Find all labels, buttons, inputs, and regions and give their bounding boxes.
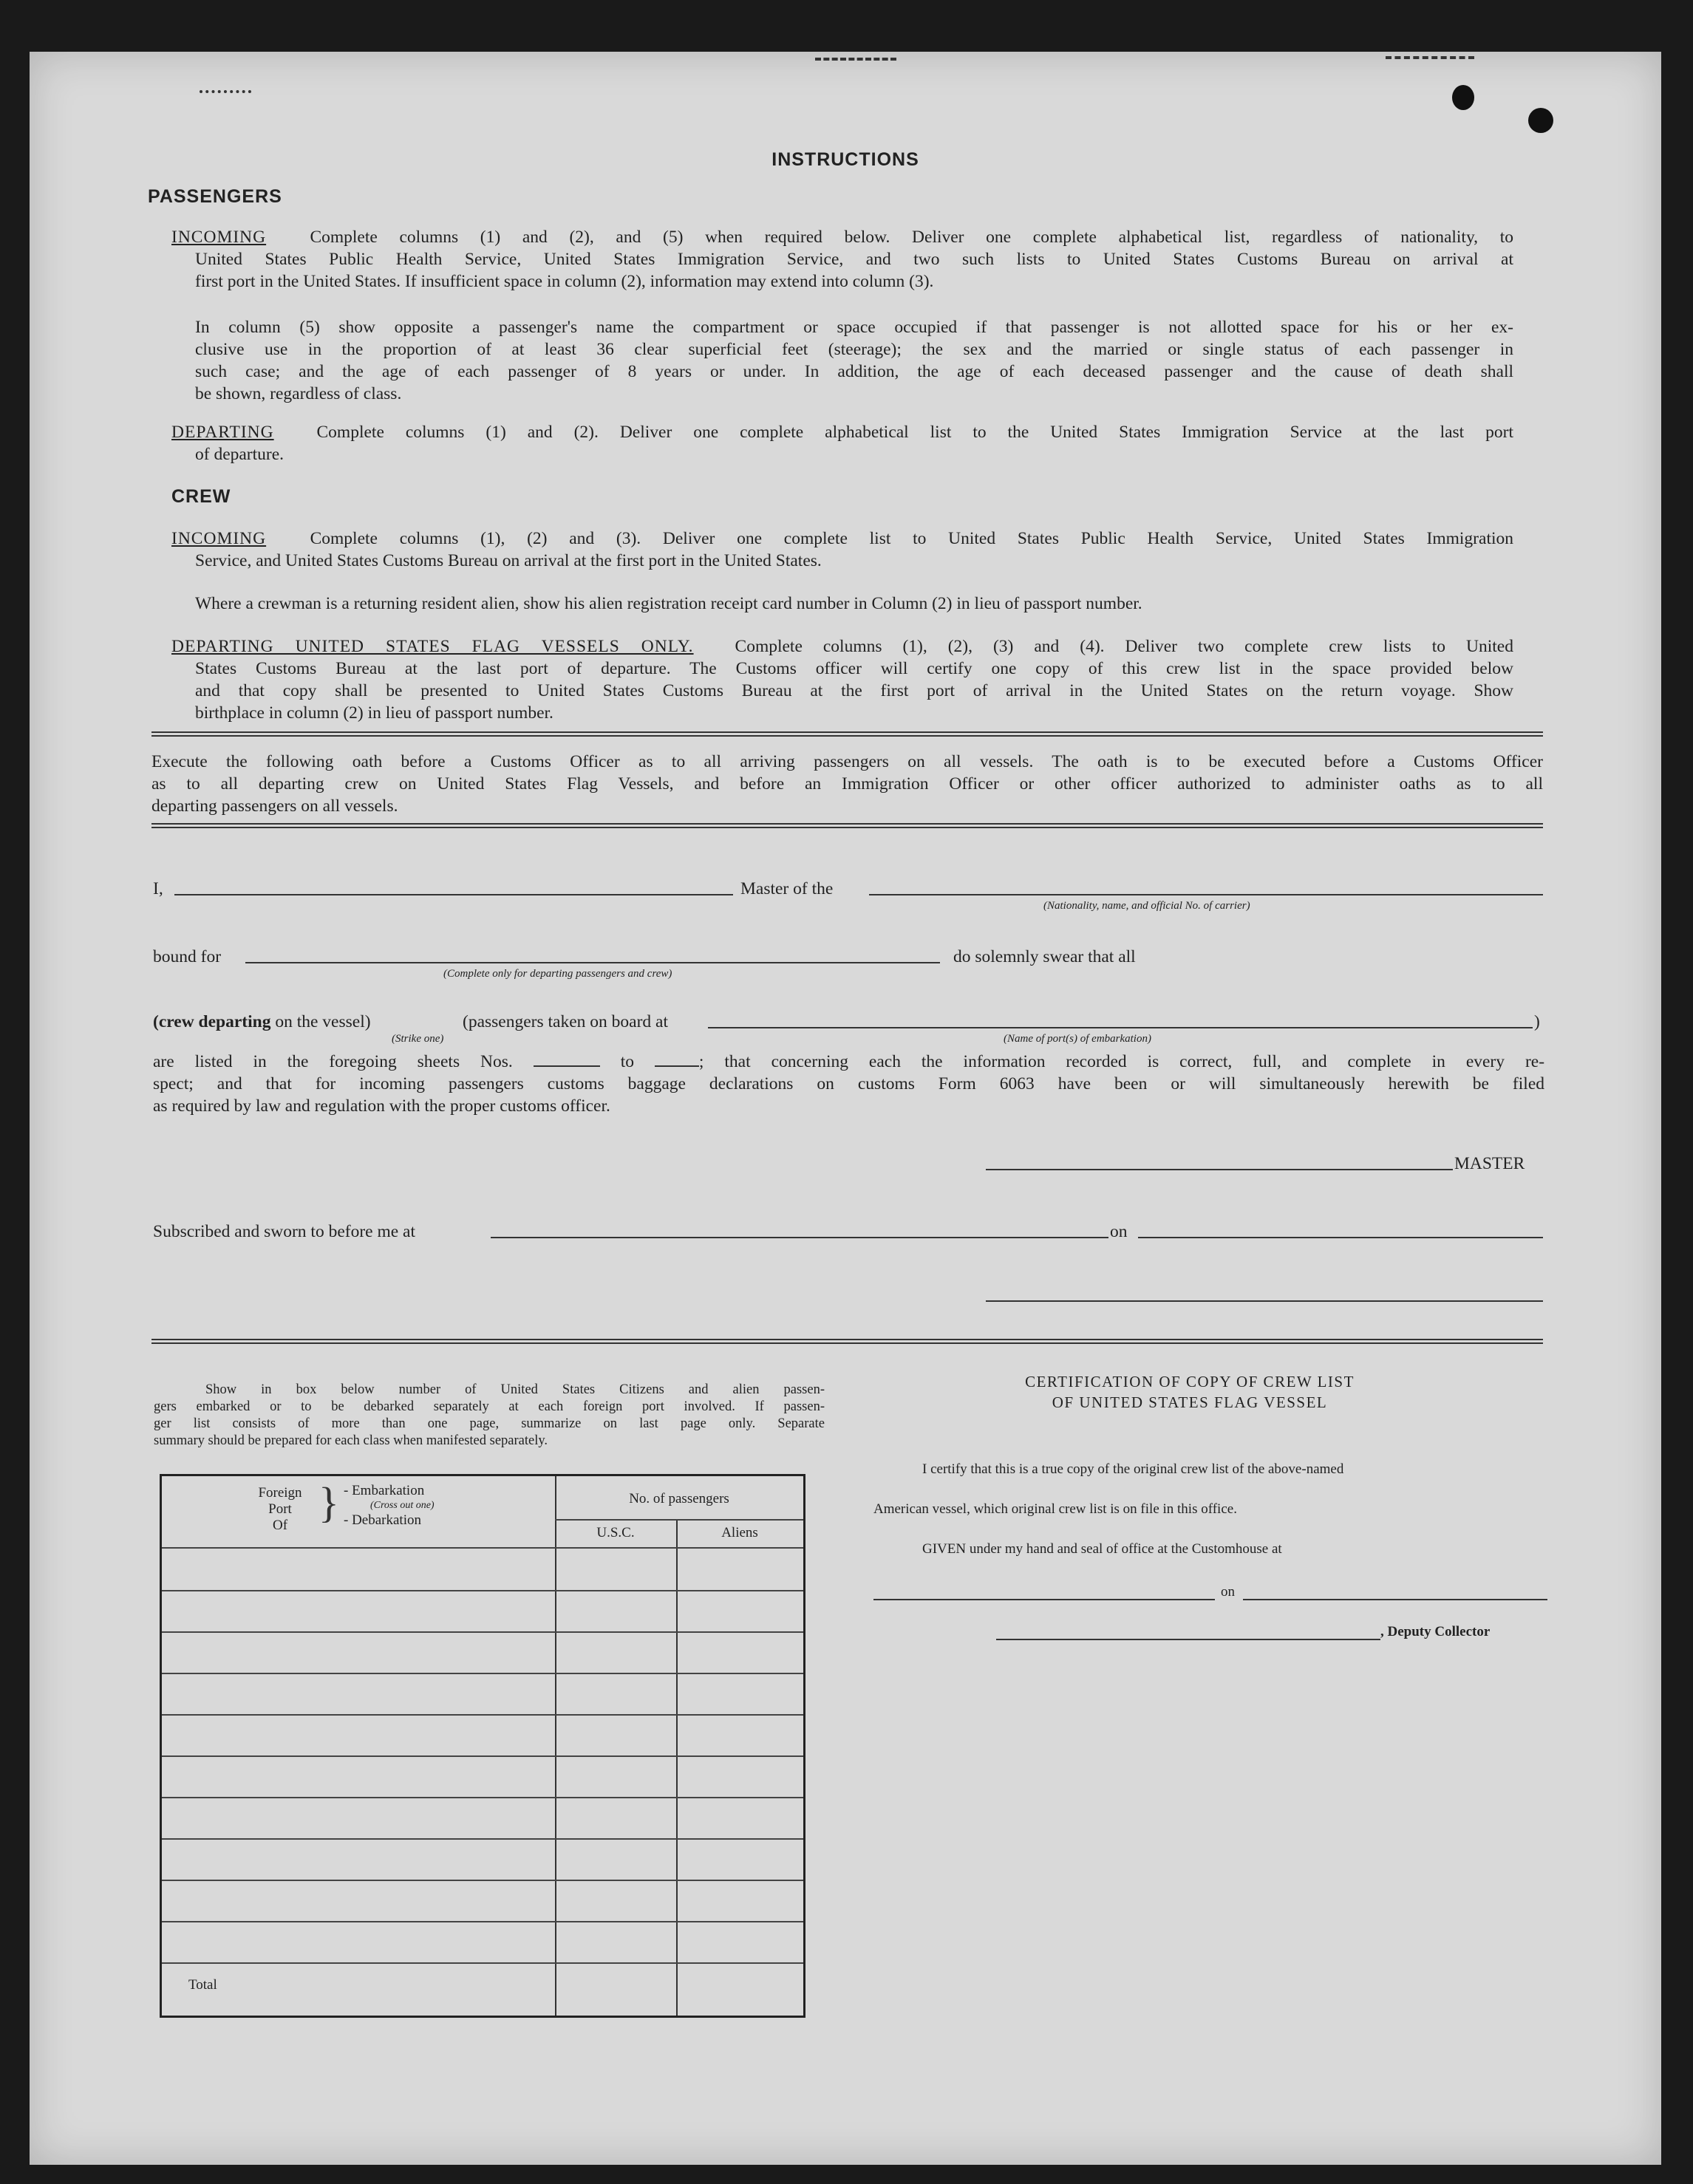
summary-instructions: Show in box below number of United States Citizens and alien passen- gers embarked or to be debarked separately at each foreign port involved. If passen- ger list consists of more than one page, summarize on last page only. Separate summary should be prepared for each class when manifested separately. (154, 1382, 825, 1448)
table-row (162, 1921, 803, 1922)
incoming-label: INCOMING (171, 228, 267, 247)
bound-for-caption: (Complete only for departing passengers and crew) (443, 968, 672, 980)
bound-for-field[interactable] (245, 962, 940, 963)
crew-departing-option: (crew departing on the vessel) (153, 1012, 371, 1031)
table-row (162, 1673, 803, 1674)
master-of-the-label: Master of the (740, 879, 834, 898)
swear-label: do solemnly swear that all (953, 947, 1136, 966)
bound-for-label: bound for (153, 947, 222, 966)
usc-header: U.S.C. (596, 1525, 635, 1540)
carrier-caption: (Nationality, name, and official No. of carrier) (1043, 900, 1250, 912)
master-label: MASTER (1454, 1154, 1525, 1173)
table-row (162, 1838, 803, 1840)
crew-incoming-label: INCOMING (171, 529, 267, 548)
passengers-incoming: INCOMING Complete columns (1) and (2), and (5) when required below. Deliver one complete alphabetical list, regardless of nationality, to United States Public Health Service, United States Immigration Service, and two such lists to United States Customs Bureau on arrival at first port in the United States. If insufficient space in column (2), information may extend into column (3). (171, 228, 1514, 291)
table-row (162, 1797, 803, 1798)
total-label: Total (188, 1977, 217, 1993)
divider (151, 823, 1543, 828)
no-passengers-header: No. of passengers (629, 1491, 729, 1506)
oath-intro: Execute the following oath before a Customs Officer as to all arriving passengers on all vessels. The oath is to be executed before a Customs Officer as to all departing crew on United States Flag Vessels, and before an Immigration Officer or other officer authorized to administer oaths as to all departing passengers on all vessels. (151, 752, 1543, 816)
smudge-mark (200, 90, 251, 93)
crew-departing-label: DEPARTING UNITED STATES FLAG VESSELS ONLY. (171, 637, 694, 656)
foreign-port-header: Foreign Port Of (258, 1485, 302, 1533)
certification-line-2: American vessel, which original crew list is on file in this office. (873, 1501, 1237, 1517)
divider (151, 1339, 1543, 1344)
punch-hole-mark (1452, 85, 1474, 110)
table-row (162, 1631, 803, 1633)
sworn-date-field[interactable] (1138, 1237, 1543, 1238)
passenger-summary-table (160, 1474, 805, 2018)
sworn-place-field[interactable] (491, 1237, 1108, 1238)
crew-departing: DEPARTING UNITED STATES FLAG VESSELS ONLY. Complete columns (1), (2), (3) and (4). Deliver two complete crew lists to United States Customs Bureau at the last port of departure. The Customs officer will certify one copy of this crew list in the space provided below and that copy shall be presented to United States Customs Bureau at the first port of arrival in the United States on the return voyage. Show birthplace in column (2) in lieu of passport number. (171, 637, 1513, 723)
deputy-collector-label: , Deputy Collector (1380, 1624, 1491, 1639)
divider (151, 731, 1543, 737)
certification-line-3: GIVEN under my hand and seal of office at the Customhouse at (922, 1541, 1282, 1557)
table-row (162, 1590, 803, 1591)
embarkation-option[interactable]: - Embarkation (344, 1483, 425, 1498)
sheet-to-field[interactable] (655, 1065, 699, 1067)
certification-line-1: I certify that this is a true copy of the original crew list of the above-named (922, 1461, 1344, 1477)
passengers-taken-label: (passengers taken on board at (463, 1012, 668, 1031)
subscribed-label: Subscribed and sworn to before me at (153, 1222, 416, 1241)
table-row (162, 1755, 803, 1757)
table-row (162, 1880, 803, 1881)
cert-date-field[interactable] (1243, 1599, 1547, 1600)
ports-caption: (Name of port(s) of embarkation) (1004, 1033, 1151, 1045)
deputy-signature-field[interactable] (996, 1639, 1380, 1640)
crew-heading: CREW (171, 486, 231, 507)
embark-debark-header: - Embarkation (Cross out one) - Debarkation (344, 1483, 435, 1528)
crew-incoming: INCOMING Complete columns (1), (2) and (3). Deliver one complete list to United States Public Health Service, United States Immigration Service, and United States Customs Bureau on arrival at the first port in the United States. (171, 529, 1513, 570)
listed-sheets-line: are listed in the foregoing sheets Nos. to ; that concerning each the information recorded is correct, full, and complete in every re- spect; and that for incoming passengers customs baggage declarations on customs Form 6063 have been or will simultaneously herewith be filed as required by law and regulation with the proper customs officer. (153, 1052, 1545, 1116)
smudge-mark (1386, 56, 1474, 59)
brace-icon: } (318, 1478, 339, 1526)
on-label: on (1110, 1222, 1128, 1241)
carrier-field[interactable] (869, 894, 1543, 895)
departing-label: DEPARTING (171, 423, 274, 442)
passengers-departing: DEPARTING Complete columns (1) and (2). Deliver one complete alphabetical list to the United States Immigration Service at the last port of departure. (171, 423, 1513, 464)
officer-signature-field[interactable] (986, 1300, 1543, 1302)
customhouse-field[interactable] (873, 1599, 1215, 1600)
cert-on-label: on (1221, 1584, 1235, 1600)
table-row (162, 1714, 803, 1716)
aliens-header: Aliens (721, 1525, 758, 1540)
page-title: INSTRUCTIONS (771, 149, 919, 170)
close-paren: ) (1534, 1012, 1540, 1031)
sheet-from-field[interactable] (534, 1065, 600, 1067)
strike-one-caption: (Strike one) (392, 1033, 444, 1045)
master-signature-field[interactable] (986, 1169, 1453, 1170)
oath-i: I, (153, 879, 163, 898)
form-sheet (30, 52, 1661, 2165)
passengers-heading: PASSENGERS (148, 186, 282, 207)
table-row (162, 1962, 803, 1964)
embarkation-ports-field[interactable] (708, 1027, 1533, 1028)
debarkation-option[interactable]: - Debarkation (344, 1512, 421, 1528)
crew-resident-alien: Where a crewman is a returning resident alien, show his alien registration receipt card number in Column (2) in lieu of passport number. (195, 594, 1142, 613)
column-5-instructions: In column (5) show opposite a passenger's name the compartment or space occupied if that passenger is not allotted space for his or her ex- clusive use in the proportion of at least 36 clear superficial feet (steerage); the sex and the married or single status of each passenger in such case; and the age of each passenger of 8 years or under. In addition, the age of each deceased passenger and the cause of death shall be shown, regardless of class. (195, 318, 1513, 403)
certification-title: CERTIFICATION OF COPY OF CREW LIST OF UNITED STATES FLAG VESSEL (1025, 1373, 1355, 1411)
smudge-mark (815, 58, 896, 61)
punch-hole-mark (1528, 108, 1553, 133)
master-name-field[interactable] (174, 894, 733, 895)
